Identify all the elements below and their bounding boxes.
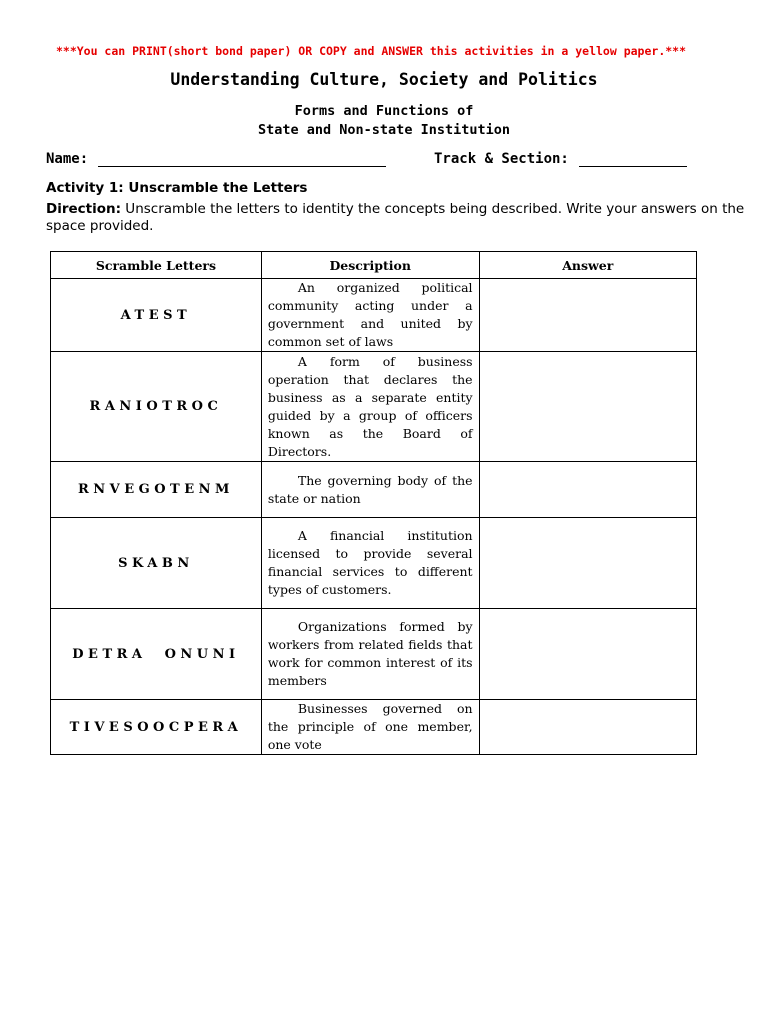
table-row xyxy=(51,700,697,755)
scrambled-word: SKABN xyxy=(51,518,262,609)
column-header-answer: Answer xyxy=(479,252,696,279)
description-cell xyxy=(261,700,479,755)
name-label: Name: xyxy=(46,151,89,167)
scrambled-word: RANIOTROC xyxy=(51,352,262,462)
table-row xyxy=(51,352,697,462)
answer-cell[interactable] xyxy=(479,462,696,518)
answer-cell[interactable] xyxy=(479,279,696,352)
print-notice: ***You can PRINT(short bond paper) OR COPY and ANSWER this activities in a yellow paper.*** xyxy=(55,44,687,58)
direction-label: Direction: xyxy=(46,201,122,217)
table-row xyxy=(51,609,697,700)
description-cell xyxy=(261,518,479,609)
description-text: Businesses governed on the principle of one member, one vote xyxy=(267,701,473,752)
activity-heading: Activity 1: Unscramble the Letters xyxy=(46,180,308,196)
unscramble-table xyxy=(50,251,697,755)
answer-cell[interactable] xyxy=(479,518,696,609)
description-text: A form of business operation that declares the business as a separate entity guided by a group of officers known as the Board of Directors. xyxy=(267,353,473,459)
table-header-row xyxy=(51,252,697,279)
name-blank-line[interactable] xyxy=(98,152,386,167)
answer-cell[interactable] xyxy=(479,352,696,462)
description-cell xyxy=(261,609,479,700)
description-text: Organizations formed by workers from related fields that work for common interest of its members xyxy=(267,619,473,688)
column-header-scramble: Scramble Letters xyxy=(51,252,262,279)
answer-cell[interactable] xyxy=(479,700,696,755)
name-field xyxy=(46,151,386,167)
track-section-field xyxy=(434,151,687,167)
table-row xyxy=(51,462,697,518)
table-row xyxy=(51,518,697,609)
description-text: An organized political community acting under a government and united by common set of laws xyxy=(267,280,473,349)
scrambled-word: TIVESOOCPERA xyxy=(51,700,262,755)
scrambled-word: RNVEGOTENM xyxy=(51,462,262,518)
description-text: The governing body of the state or nation xyxy=(267,472,473,506)
page-title: Understanding Culture, Society and Politics xyxy=(170,70,598,89)
description-text: A financial institution licensed to provide several financial services to different types of customers. xyxy=(267,528,473,597)
description-cell xyxy=(261,279,479,352)
subtitle-line-2: State and Non-state Institution xyxy=(258,122,510,138)
answer-cell[interactable] xyxy=(479,609,696,700)
direction-paragraph xyxy=(46,201,746,235)
scrambled-word: DETRA ONUNI xyxy=(51,609,262,700)
scrambled-word: ATEST xyxy=(51,279,262,352)
track-section-label: Track & Section: xyxy=(434,151,569,167)
table-row xyxy=(51,279,697,352)
direction-text: Unscramble the letters to identity the concepts being described. Write your answers on the space provided. xyxy=(46,201,745,234)
subtitle-line-1: Forms and Functions of xyxy=(294,103,474,119)
track-section-blank-line[interactable] xyxy=(579,152,687,167)
column-header-description: Description xyxy=(261,252,479,279)
description-cell xyxy=(261,352,479,462)
description-cell xyxy=(261,462,479,518)
